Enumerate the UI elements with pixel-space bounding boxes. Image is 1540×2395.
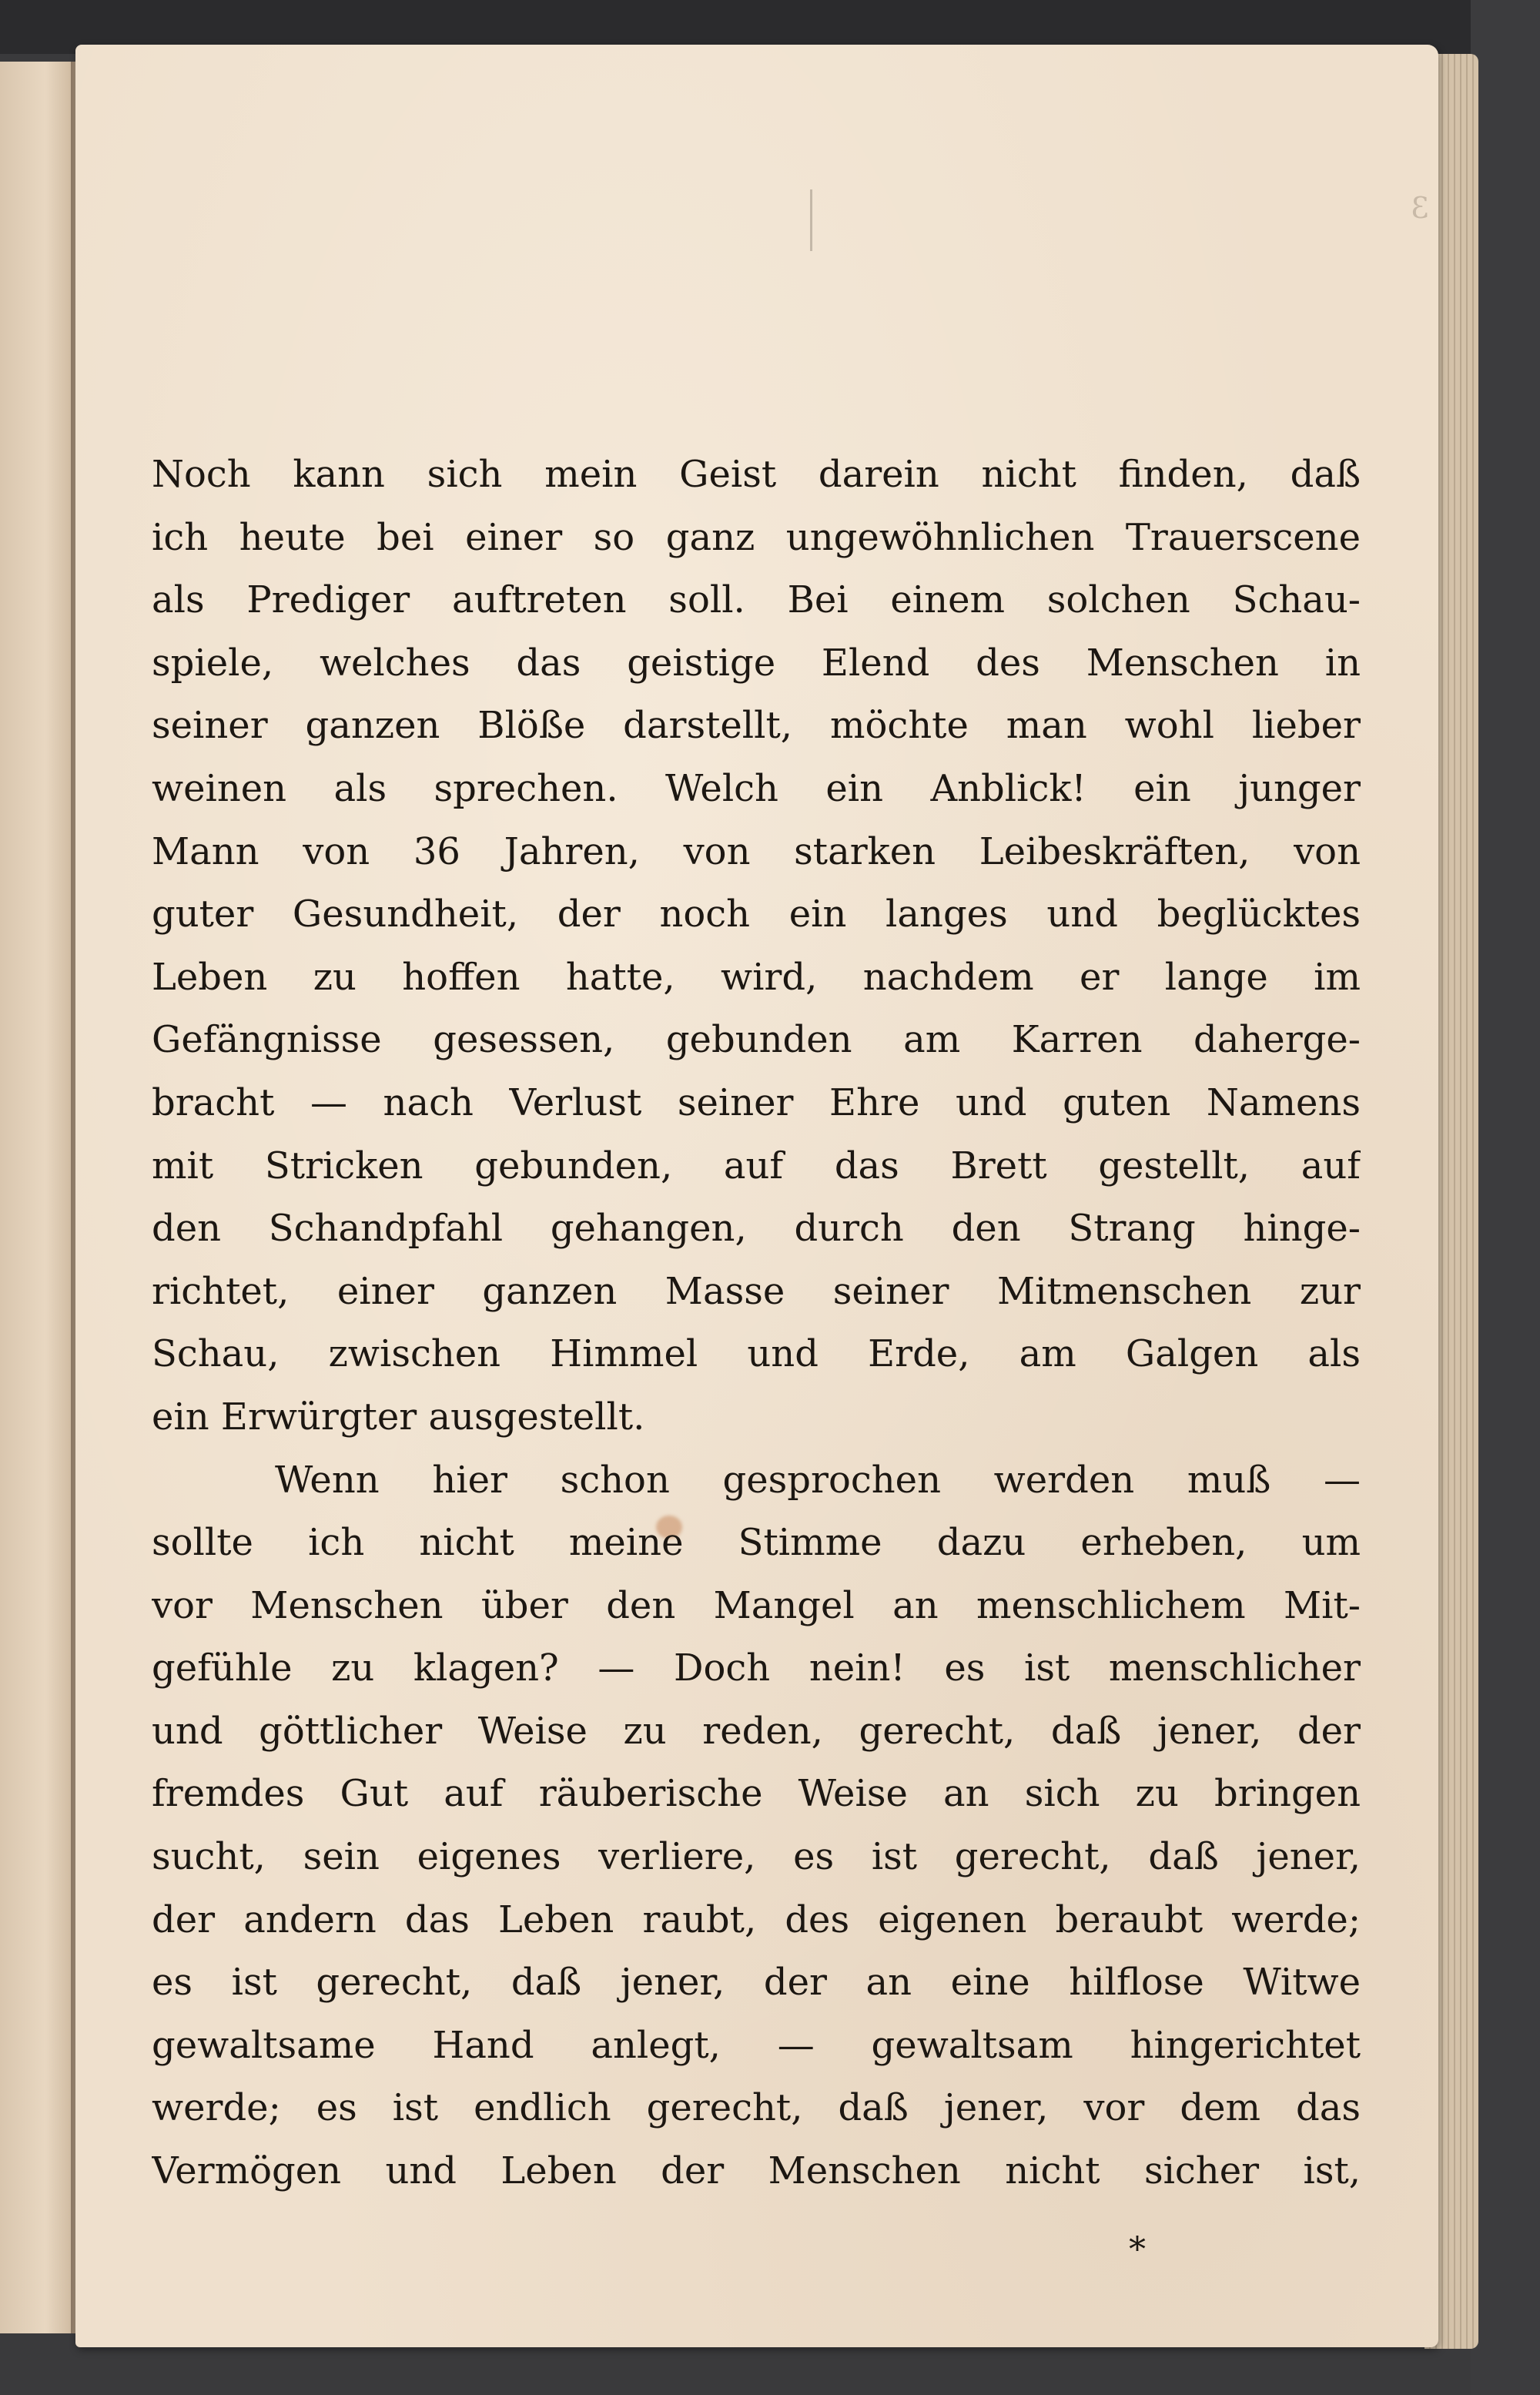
text-line: gefühle zu klagen? — Doch nein! es ist menschlicher [152, 1646, 1361, 1690]
body-text [152, 444, 1361, 2203]
text-line: richtet, einer ganzen Masse seiner Mitmenschen zur [152, 1269, 1361, 1313]
text-line: und göttlicher Weise zu reden, gerecht, daß jener, der [152, 1709, 1361, 1753]
text-line: sollte ich nicht meine Stimme dazu erheben, um [152, 1521, 1361, 1565]
text-line: es ist gerecht, daß jener, der an eine hilflose Witwe [152, 1961, 1361, 2005]
text-line: spiele, welches das geistige Elend des Menschen in [152, 641, 1361, 685]
text-line: weinen als sprechen. Welch ein Anblick! ein junger [152, 766, 1361, 810]
text-line: fremdes Gut auf räuberische Weise an sich zu bringen [152, 1772, 1361, 1816]
text-line: der andern das Leben raubt, des eigenen beraubt werde; [152, 1898, 1361, 1941]
text-line: mit Stricken gebunden, auf das Brett gestellt, auf [152, 1144, 1361, 1187]
text-line: Schau, zwischen Himmel und Erde, am Galgen als [152, 1332, 1361, 1376]
text-line: als Prediger auftreten soll. Bei einem solchen Schau- [152, 578, 1361, 622]
scanner-background-right [1471, 0, 1540, 2395]
text-line: Leben zu hoffen hatte, wird, nachdem er lange im [152, 955, 1361, 999]
text-line: gewaltsame Hand anlegt, — gewaltsam hingerichtet [152, 2023, 1361, 2067]
text-line: Gefängnisse gesessen, gebunden am Karren daherge- [152, 1018, 1361, 1062]
signature-mark: * [1129, 2230, 1146, 2269]
text-line: ich heute bei einer so ganz ungewöhnlichen Trauerscene [152, 515, 1361, 559]
text-line: Mann von 36 Jahren, von starken Leibeskräften, von [152, 829, 1361, 873]
page-number: 3 [1410, 191, 1429, 225]
text-line: bracht — nach Verlust seiner Ehre und guten Namens [152, 1080, 1361, 1124]
paragraph-1 [152, 444, 1361, 1449]
text-line: guter Gesundheit, der noch ein langes und beglücktes [152, 893, 1361, 936]
text-line: ein Erwürgter ausgestellt. [152, 1395, 645, 1439]
pencil-mark [810, 189, 812, 251]
text-line: Noch kann sich mein Geist darein nicht finden, daß [152, 453, 1361, 496]
text-line: Vermögen und Leben der Menschen nicht sicher ist, [152, 2149, 1361, 2193]
text-line: seiner ganzen Blöße darstellt, möchte man wohl lieber [152, 704, 1361, 748]
text-line: den Schandpfahl gehangen, durch den Strang hinge- [152, 1207, 1361, 1251]
text-line: vor Menschen über den Mangel an menschlichem Mit- [152, 1583, 1361, 1627]
paragraph-2 [152, 1449, 1361, 2203]
text-line: sucht, sein eigenes verliere, es ist gerecht, daß jener, [152, 1835, 1361, 1879]
facing-page-edge [0, 62, 75, 2333]
text-line: werde; es ist endlich gerecht, daß jener, vor dem das [152, 2086, 1361, 2130]
text-line: Wenn hier schon gesprochen werden muß — [275, 1458, 1361, 1502]
